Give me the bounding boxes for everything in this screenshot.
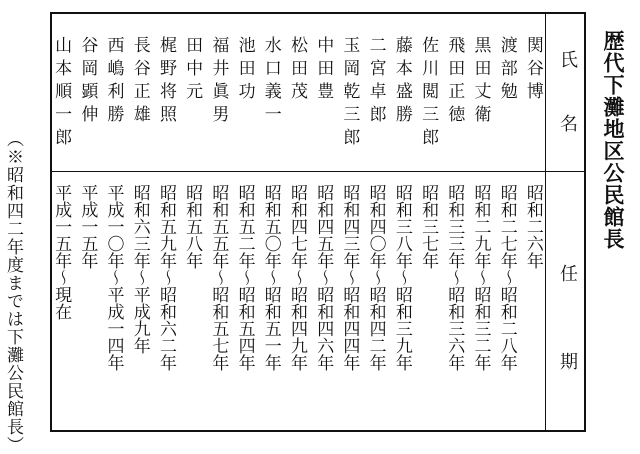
- official-name: 渡部勉: [496, 36, 517, 105]
- official-name: 中田豊: [313, 36, 334, 105]
- table-row: [334, 14, 364, 430]
- header-term: 任期: [557, 264, 578, 440]
- table-row: [518, 14, 548, 430]
- table-row: [125, 14, 155, 430]
- official-term: 昭和二六年: [522, 184, 543, 269]
- footnote: （※昭和四二年度までは下灘公民館長）: [3, 130, 23, 454]
- official-name: 黒田丈衛: [470, 36, 491, 128]
- official-term: 昭和三七年: [418, 184, 439, 269]
- official-name: 山本順一郎: [51, 36, 72, 151]
- table-row: [439, 14, 469, 430]
- official-term: 昭和五八年: [182, 184, 203, 269]
- official-term: 昭和四〇年〜昭和四二年: [365, 184, 386, 371]
- table-row: [177, 14, 207, 430]
- official-name: 谷岡顕伸: [77, 36, 98, 128]
- table-row: [230, 14, 260, 430]
- official-term: 昭和四五年〜昭和四六年: [313, 184, 334, 371]
- official-name: 飛田正徳: [444, 36, 465, 128]
- official-term: 昭和四三年〜昭和四四年: [339, 184, 360, 371]
- table-rows: [48, 14, 546, 430]
- table-row: [256, 14, 286, 430]
- table-row: [413, 14, 443, 430]
- official-name: 佐川閲三郎: [418, 36, 439, 151]
- official-term: 昭和五〇年〜昭和五一年: [260, 184, 281, 371]
- table-row: [387, 14, 417, 430]
- official-term: 昭和三八年〜昭和三九年: [391, 184, 412, 371]
- official-term: 平成一五年〜現在: [51, 184, 72, 320]
- table-row: [46, 14, 76, 430]
- official-term: 昭和四七年〜昭和四九年: [287, 184, 307, 371]
- official-term: 昭和五二年〜昭和五四年: [234, 184, 255, 371]
- table-row: [308, 14, 338, 430]
- official-name: 関谷博: [522, 36, 543, 105]
- official-name: 松田茂: [287, 36, 307, 105]
- table-row: [361, 14, 391, 430]
- official-term: 昭和三三年〜昭和三六年: [444, 184, 465, 371]
- official-term: 平成一五年: [77, 184, 98, 269]
- official-name: 玉岡乾三郎: [339, 36, 360, 151]
- official-name: 福井眞男: [208, 36, 229, 128]
- official-name: 長谷正雄: [129, 36, 150, 128]
- official-term: 昭和二七年〜昭和二八年: [496, 184, 517, 371]
- official-term: 昭和五五年〜昭和五七年: [208, 184, 229, 371]
- official-name: 藤本盛勝: [391, 36, 412, 128]
- official-term: 昭和五九年〜昭和六二年: [155, 184, 176, 371]
- official-name: 池田功: [234, 36, 255, 105]
- official-name: 二宮卓郎: [365, 36, 386, 128]
- header-name: 氏名: [557, 50, 578, 178]
- officials-table: [50, 12, 586, 440]
- official-name: 水口義一: [260, 36, 281, 128]
- official-name: 西嶋利勝: [103, 36, 124, 128]
- table-row: [151, 14, 181, 430]
- table-header-column: [545, 14, 584, 440]
- official-term: 昭和六三年〜平成九年: [129, 184, 150, 354]
- official-name: 梶野将照: [155, 36, 176, 128]
- table-row: [282, 14, 312, 430]
- table-row: [99, 14, 129, 430]
- official-term: 平成一〇年〜平成一四年: [103, 184, 124, 371]
- table-row: [203, 14, 233, 430]
- page-title: 歴代下灘地区公民館長: [601, 30, 626, 250]
- table-row: [492, 14, 522, 430]
- official-name: 田中元: [182, 36, 203, 105]
- table-row: [465, 14, 495, 430]
- table-row: [72, 14, 102, 430]
- official-term: 昭和二九年〜昭和三二年: [470, 184, 491, 371]
